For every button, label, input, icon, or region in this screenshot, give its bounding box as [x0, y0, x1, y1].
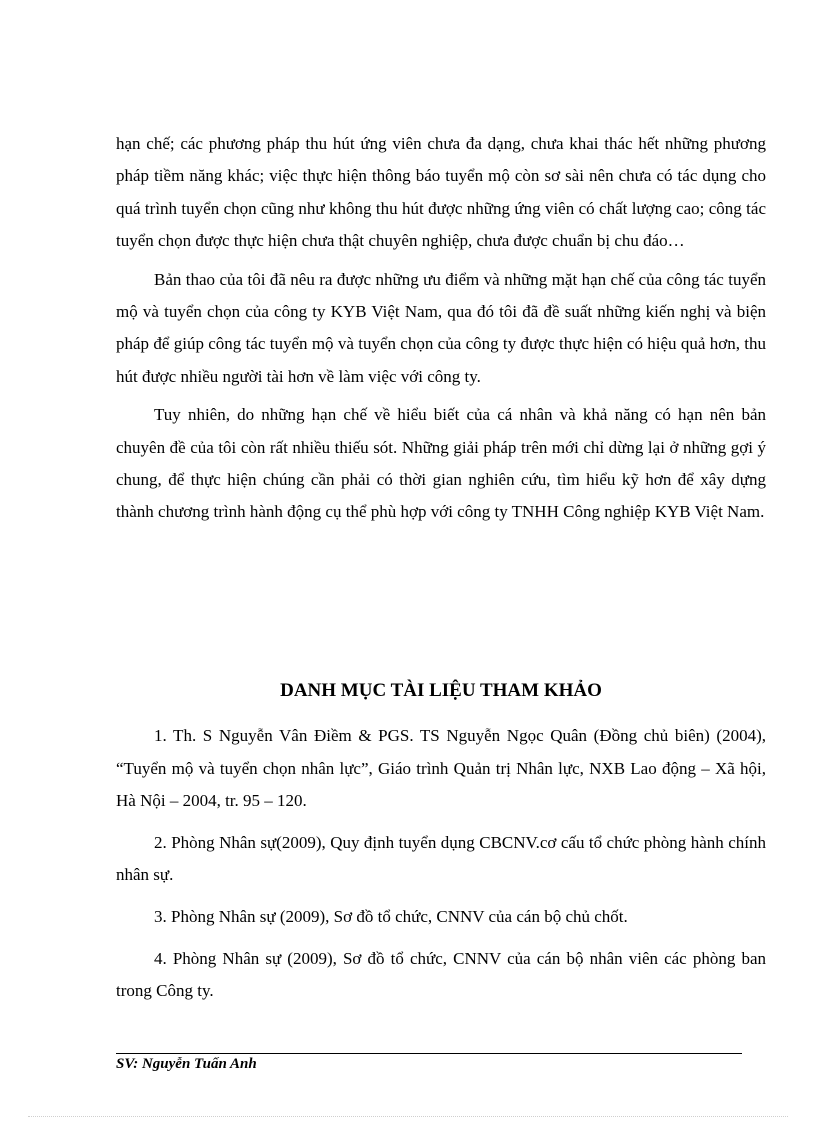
body-text: [116, 128, 766, 529]
reference-item: 3. Phòng Nhân sự (2009), Sơ đồ tổ chức, CNNV của cán bộ chủ chốt.: [154, 906, 628, 926]
footer-divider: [116, 1053, 742, 1054]
references-heading: DANH MỤC TÀI LIỆU THAM KHẢO: [280, 680, 602, 701]
page-bottom-dotted-rule: [28, 1116, 788, 1117]
reference-item: 1. Th. S Nguyễn Vân Điềm & PGS. TS Nguyễn Ngọc Quân (Đồng chủ biên) (2004), “Tuyển mộ và tuyển chọn nhân lực”, Giáo trình Quản trị Nhân lực, NXB Lao động – Xã hội, Hà Nội – 2004, tr. 95 – 120.: [116, 726, 766, 811]
reference-item: 4. Phòng Nhân sự (2009), Sơ đồ tổ chức, CNNV của cán bộ nhân viên các phòng ban trong Công ty.: [116, 948, 766, 1001]
paragraph-limitations: Tuy nhiên, do những hạn chế về hiểu biết của cá nhân và khả năng có hạn nên bản chuyên đề của tôi còn rất nhiều thiếu sót. Những giải pháp trên mới chỉ dừng lại ở những gợi ý chung, để thực hiện chúng cần phải có thời gian nghiên cứu, tìm hiểu kỹ hơn để xây dựng thành chương trình hành động cụ thể phù hợp với công ty TNHH Công nghiệp KYB Việt Nam.: [116, 405, 766, 522]
reference-item: 2. Phòng Nhân sự(2009), Quy định tuyển dụng CBCNV.cơ cấu tổ chức phòng hành chính nhân sự.: [116, 832, 766, 885]
paragraph-continued: hạn chế; các phương pháp thu hút ứng viên chưa đa dạng, chưa khai thác hết những phương pháp tiềm năng khác; việc thực hiện thông báo tuyển mộ còn sơ sài nên chưa có tác dụng cho quá trình tuyển chọn cũng như không thu hút được những ứng viên có chất lượng cao; công tác tuyển chọn được thực hiện chưa thật chuyên nghiệp, chưa được chuẩn bị chu đáo…: [116, 134, 766, 251]
references-list: [116, 720, 766, 1008]
paragraph-summary: Bản thao của tôi đã nêu ra được những ưu điểm và những mặt hạn chế của công tác tuyển mộ và tuyển chọn của công ty KYB Việt Nam, qua đó tôi đã đề suất những kiến nghị và biện pháp để giúp công tác tuyển mộ và tuyển chọn của công ty được thực hiện có hiệu quả hơn, thu hút được nhiều người tài hơn về làm việc với công ty.: [116, 269, 766, 386]
footer-author: SV: Nguyễn Tuấn Anh: [116, 1056, 257, 1072]
